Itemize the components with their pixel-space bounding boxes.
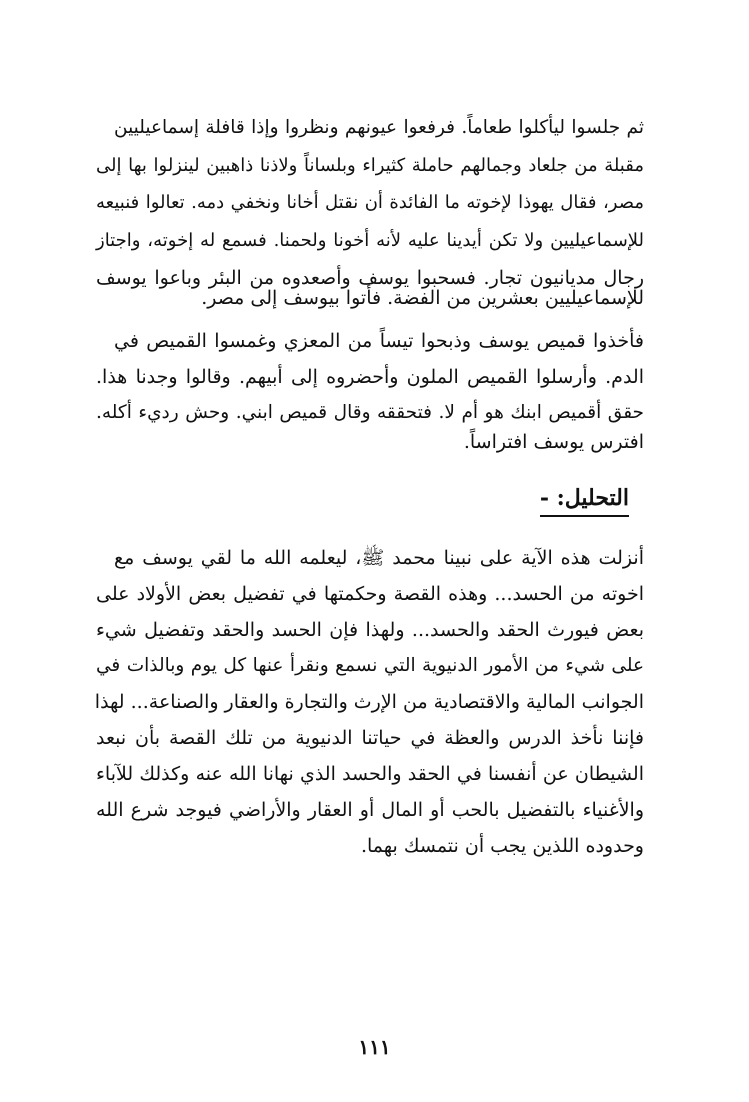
paragraph-1-line-2: مقبلة من جلعاد وجمالهم حاملة كثيراء وبلساناً ولاذنا ذاهبين لينزلوا بها إلى xyxy=(96,155,644,176)
paragraph-3-line-4: على شيء من الأمور الدنيوية التي نسمع ونقرأ عنها كل يوم وبالذات في xyxy=(96,655,644,676)
paragraph-1-line-6: للإسماعيليين بعشرين من الفضة. فأتوا بيوسف إلى مصر. xyxy=(201,287,644,309)
paragraph-2-line-1: فأخذوا قميص يوسف وذبحوا تيساً من المعزي وغمسوا القميص في xyxy=(114,330,644,352)
paragraph-3-line-6: فإننا نأخذ الدرس والعظة في حياتنا الدنيوية من تلك القصة بأن نبعد xyxy=(96,727,644,749)
paragraph-3-line-2: اخوته من الحسد... وهذه القصة وحكمتها في تفضيل بعض الأولاد على xyxy=(96,583,644,605)
paragraph-3-line-8: والأغنياء بالتفضيل بالحب أو المال أو العقار والأراضي فيوجد شرع الله xyxy=(96,799,644,821)
paragraph-1-line-1: ثم جلسوا ليأكلوا طعاماً. فرفعوا عيونهم ونظروا وإذا قافلة إسماعيليين xyxy=(114,117,644,138)
paragraph-3-line-9: وحدوده اللذين يجب أن نتمسك بهما. xyxy=(360,835,644,857)
paragraph-3-line-3: بعض فيورث الحقد والحسد... ولهذا فإن الحسد والحقد وتفضيل شيء xyxy=(96,619,644,641)
paragraph-3-line-7: الشيطان عن أنفسنا في الحقد والحسد الذي نهانا الله عنه وكذلك للآباء xyxy=(96,763,644,785)
paragraph-1-line-5: رجال مديانيون تجار. فسحبوا يوسف وأصعدوه من البئر وباعوا يوسف xyxy=(96,267,644,289)
page-number: ١١١ xyxy=(358,1035,391,1059)
paragraph-1-line-4: للإسماعيليين ولا تكن أيدينا عليه لأنه أخونا ولحمنا. فسمع له إخوته، واجتاز xyxy=(96,230,644,251)
paragraph-2-line-2: الدم. وأرسلوا القميص الملون وأحضروه إلى أبيهم. وقالوا وجدنا هذا. xyxy=(96,366,644,388)
paragraph-2-line-4: افترس يوسف افتراساً. xyxy=(463,431,644,453)
paragraph-1-line-3: مصر، فقال يهوذا لإخوته ما الفائدة أن نقتل أخانا ونخفي دمه. تعالوا فنبيعه xyxy=(96,192,644,213)
paragraph-3-line-1: أنزلت هذه الآية على نبينا محمد ﷺ، ليعلمه الله ما لقي يوسف مع xyxy=(114,547,644,569)
section-heading: التحليل: - xyxy=(540,483,629,517)
paragraph-2-line-3: حقق أقميص ابنك هو أم لا. فتحققه وقال قميص ابني. وحش رديء أكله. xyxy=(96,402,644,423)
paragraph-3-line-5: الجوانب المالية والاقتصادية من الإرث والتجارة والعقار والصناعة... لهذا xyxy=(94,691,644,713)
